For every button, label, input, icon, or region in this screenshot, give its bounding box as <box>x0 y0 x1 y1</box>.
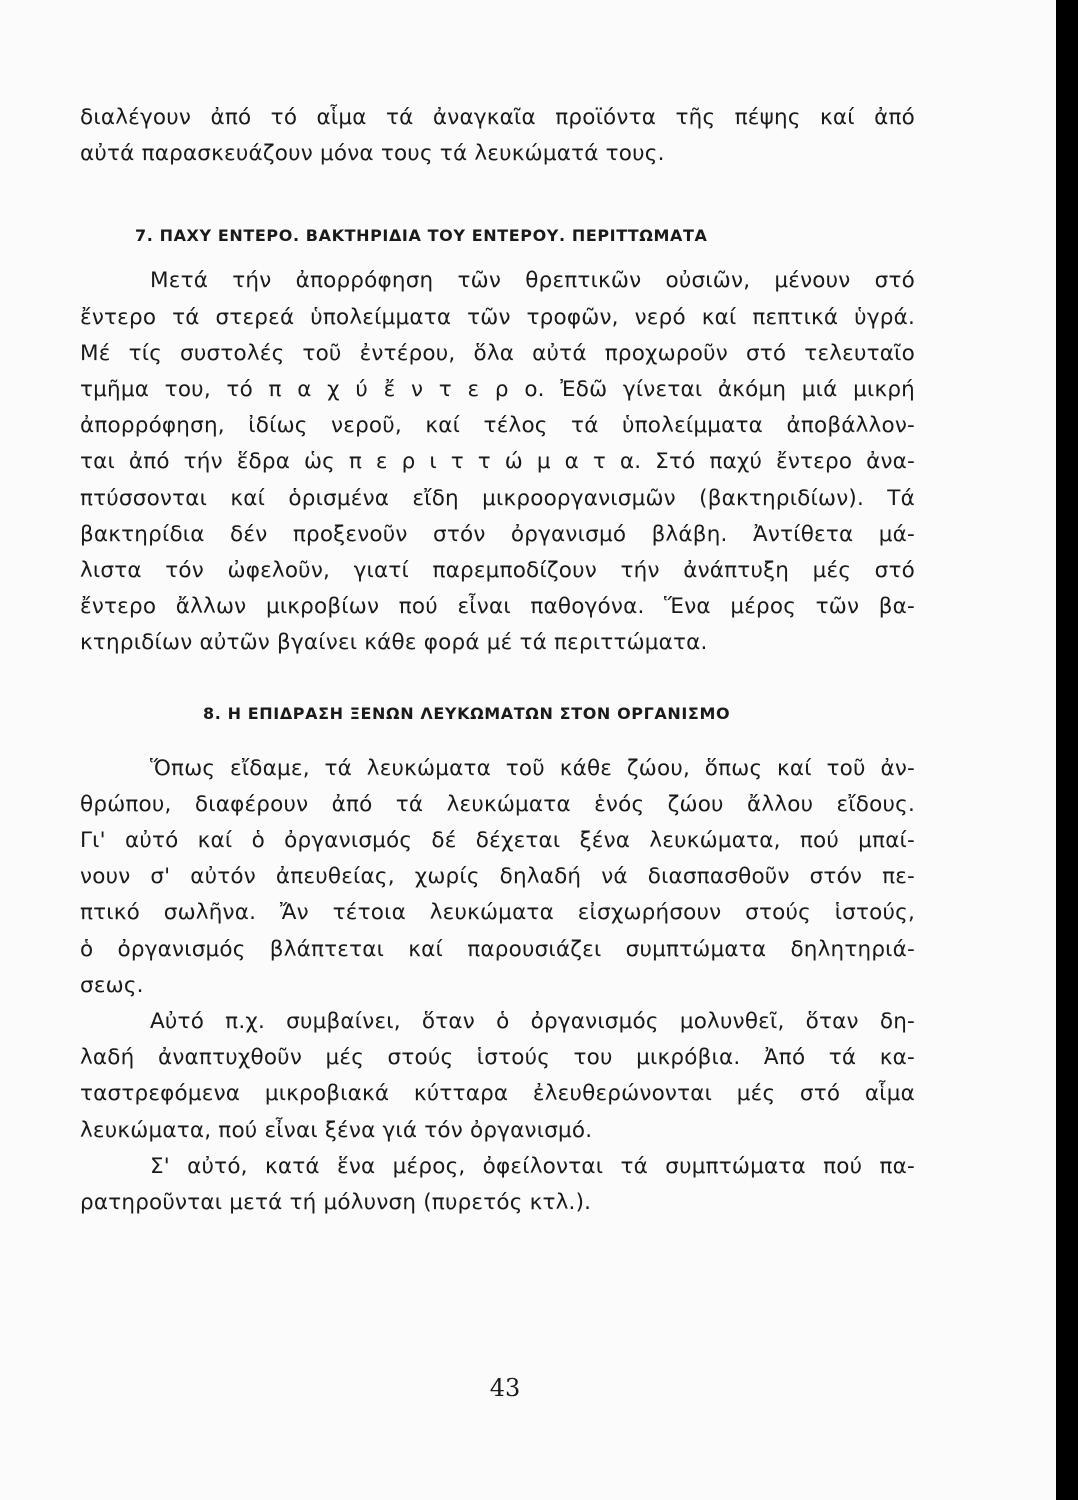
text-line: Ὅπως εἴδαμε, τά λευκώματα τοῦ κάθε ζώου, ὅπως καί τοῦ ἀν- <box>150 755 915 781</box>
text-line: ἔντερο τά στερεά ὑπολείμματα τῶν τροφῶν, νερό καί πεπτικά ὑγρά. <box>80 304 915 330</box>
section-8-paragraph-1 <box>80 751 915 1004</box>
text-line: ται ἀπό τήν ἕδρα ὡς π ε ρ ι τ τ ώ μ α τ α. Στό παχύ ἔντερο ἀνα- <box>80 449 915 475</box>
text-line: Μέ τίς συστολές τοῦ ἐντέρου, ὅλα αὐτά προχωροῦν στό τελευταῖο <box>80 340 915 366</box>
text-line: νουν σ' αὐτόν ἀπευθείας, χωρίς δηλαδή νά διασπασθοῦν στόν πε- <box>80 864 915 890</box>
text-line: σεως. <box>80 972 144 998</box>
text-line: διαλέγουν ἀπό τό αἷμα τά ἀναγκαῖα προϊόντα τῆς πέψης καί ἀπό <box>80 105 915 130</box>
section-8-paragraph-2 <box>80 1004 915 1149</box>
page-number: 43 <box>489 1374 521 1402</box>
text-line: Αὐτό π.χ. συμβαίνει, ὅταν ὁ ὀργανισμός μολυνθεῖ, ὅταν δη- <box>150 1009 915 1035</box>
text-line: πτύσσονται καί ὁρισμένα εἴδη μικροοργανισμῶν (βακτηριδίων). Τά <box>80 485 915 511</box>
text-line: βακτηρίδια δέν προξενοῦν στόν ὀργανισμό βλάβη. Ἀντίθετα μά- <box>80 521 915 547</box>
text-line: ταστρεφόμενα μικροβιακά κύτταρα ἐλευθερώνονται μές στό αἷμα <box>80 1081 915 1107</box>
text-line: Μετά τήν ἀπορρόφηση τῶν θρεπτικῶν οὐσιῶν, μένουν στό <box>150 268 915 294</box>
section-7-paragraph <box>80 263 915 661</box>
text-line: ἔντερο ἄλλων μικροβίων πού εἶναι παθογόνα. Ἕνα μέρος τῶν βα- <box>80 594 915 620</box>
text-line: ἀπορρόφηση, ἰδίως νεροῦ, καί τέλος τά ὑπολείμματα ἀποβάλλον- <box>80 413 915 439</box>
section-8-heading: 8. Η ΕΠΙΔΡΑΣΗ ΞΕΝΩΝ ΛΕΥΚΩΜΑΤΩΝ ΣΤΟΝ ΟΡΓΑΝΙΣΜΟ <box>203 703 731 723</box>
text-line: θρώπου, διαφέρουν ἀπό τά λευκώματα ἑνός ζώου ἄλλου εἴδους. <box>80 791 915 817</box>
text-line: λευκώματα, πού εἶναι ξένα γιά τόν ὀργανισμό. <box>80 1117 593 1143</box>
book-page <box>80 100 915 1221</box>
section-7-heading: 7. ΠΑΧΥ ΕΝΤΕΡΟ. ΒΑΚΤΗΡΙΔΙΑ ΤΟΥ ΕΝΤΕΡΟΥ. ΠΕΡΙΤΤΩΜΑΤΑ <box>135 226 708 246</box>
text-line: Σ' αὐτό, κατά ἕνα μέρος, ὀφείλονται τά συμπτώματα πού πα- <box>150 1153 915 1179</box>
text-line: Γι' αὐτό καί ὁ ὀργανισμός δέ δέχεται ξένα λευκώματα, πού μπαί- <box>80 828 915 854</box>
intro-paragraph <box>80 100 915 172</box>
scan-border <box>1056 0 1078 1500</box>
text-line: πτικό σωλῆνα. Ἄν τέτοια λευκώματα εἰσχωρήσουν στούς ἱστούς, <box>80 900 915 926</box>
text-line: ὁ ὀργανισμός βλάπτεται καί παρουσιάζει συμπτώματα δηλητηριά- <box>80 936 915 962</box>
text-line: λαδή ἀναπτυχθοῦν μές στούς ἱστούς του μικρόβια. Ἀπό τά κα- <box>80 1045 915 1071</box>
section-8-paragraph-3 <box>80 1149 915 1221</box>
text-line: κτηριδίων αὐτῶν βγαίνει κάθε φορά μέ τά περιττώματα. <box>80 630 708 656</box>
text-line: τμῆμα του, τό π α χ ύ ἔ ν τ ε ρ ο. Ἐδῶ γίνεται ἀκόμη μιά μικρή <box>80 377 915 403</box>
text-line: ρατηροῦνται μετά τή μόλυνση (πυρετός κτλ.). <box>80 1190 592 1216</box>
text-line: λιστα τόν ὠφελοῦν, γιατί παρεμποδίζουν τήν ἀνάπτυξη μές στό <box>80 558 915 584</box>
text-line: αὐτά παρασκευάζουν μόνα τους τά λευκώματά τους. <box>80 141 665 167</box>
